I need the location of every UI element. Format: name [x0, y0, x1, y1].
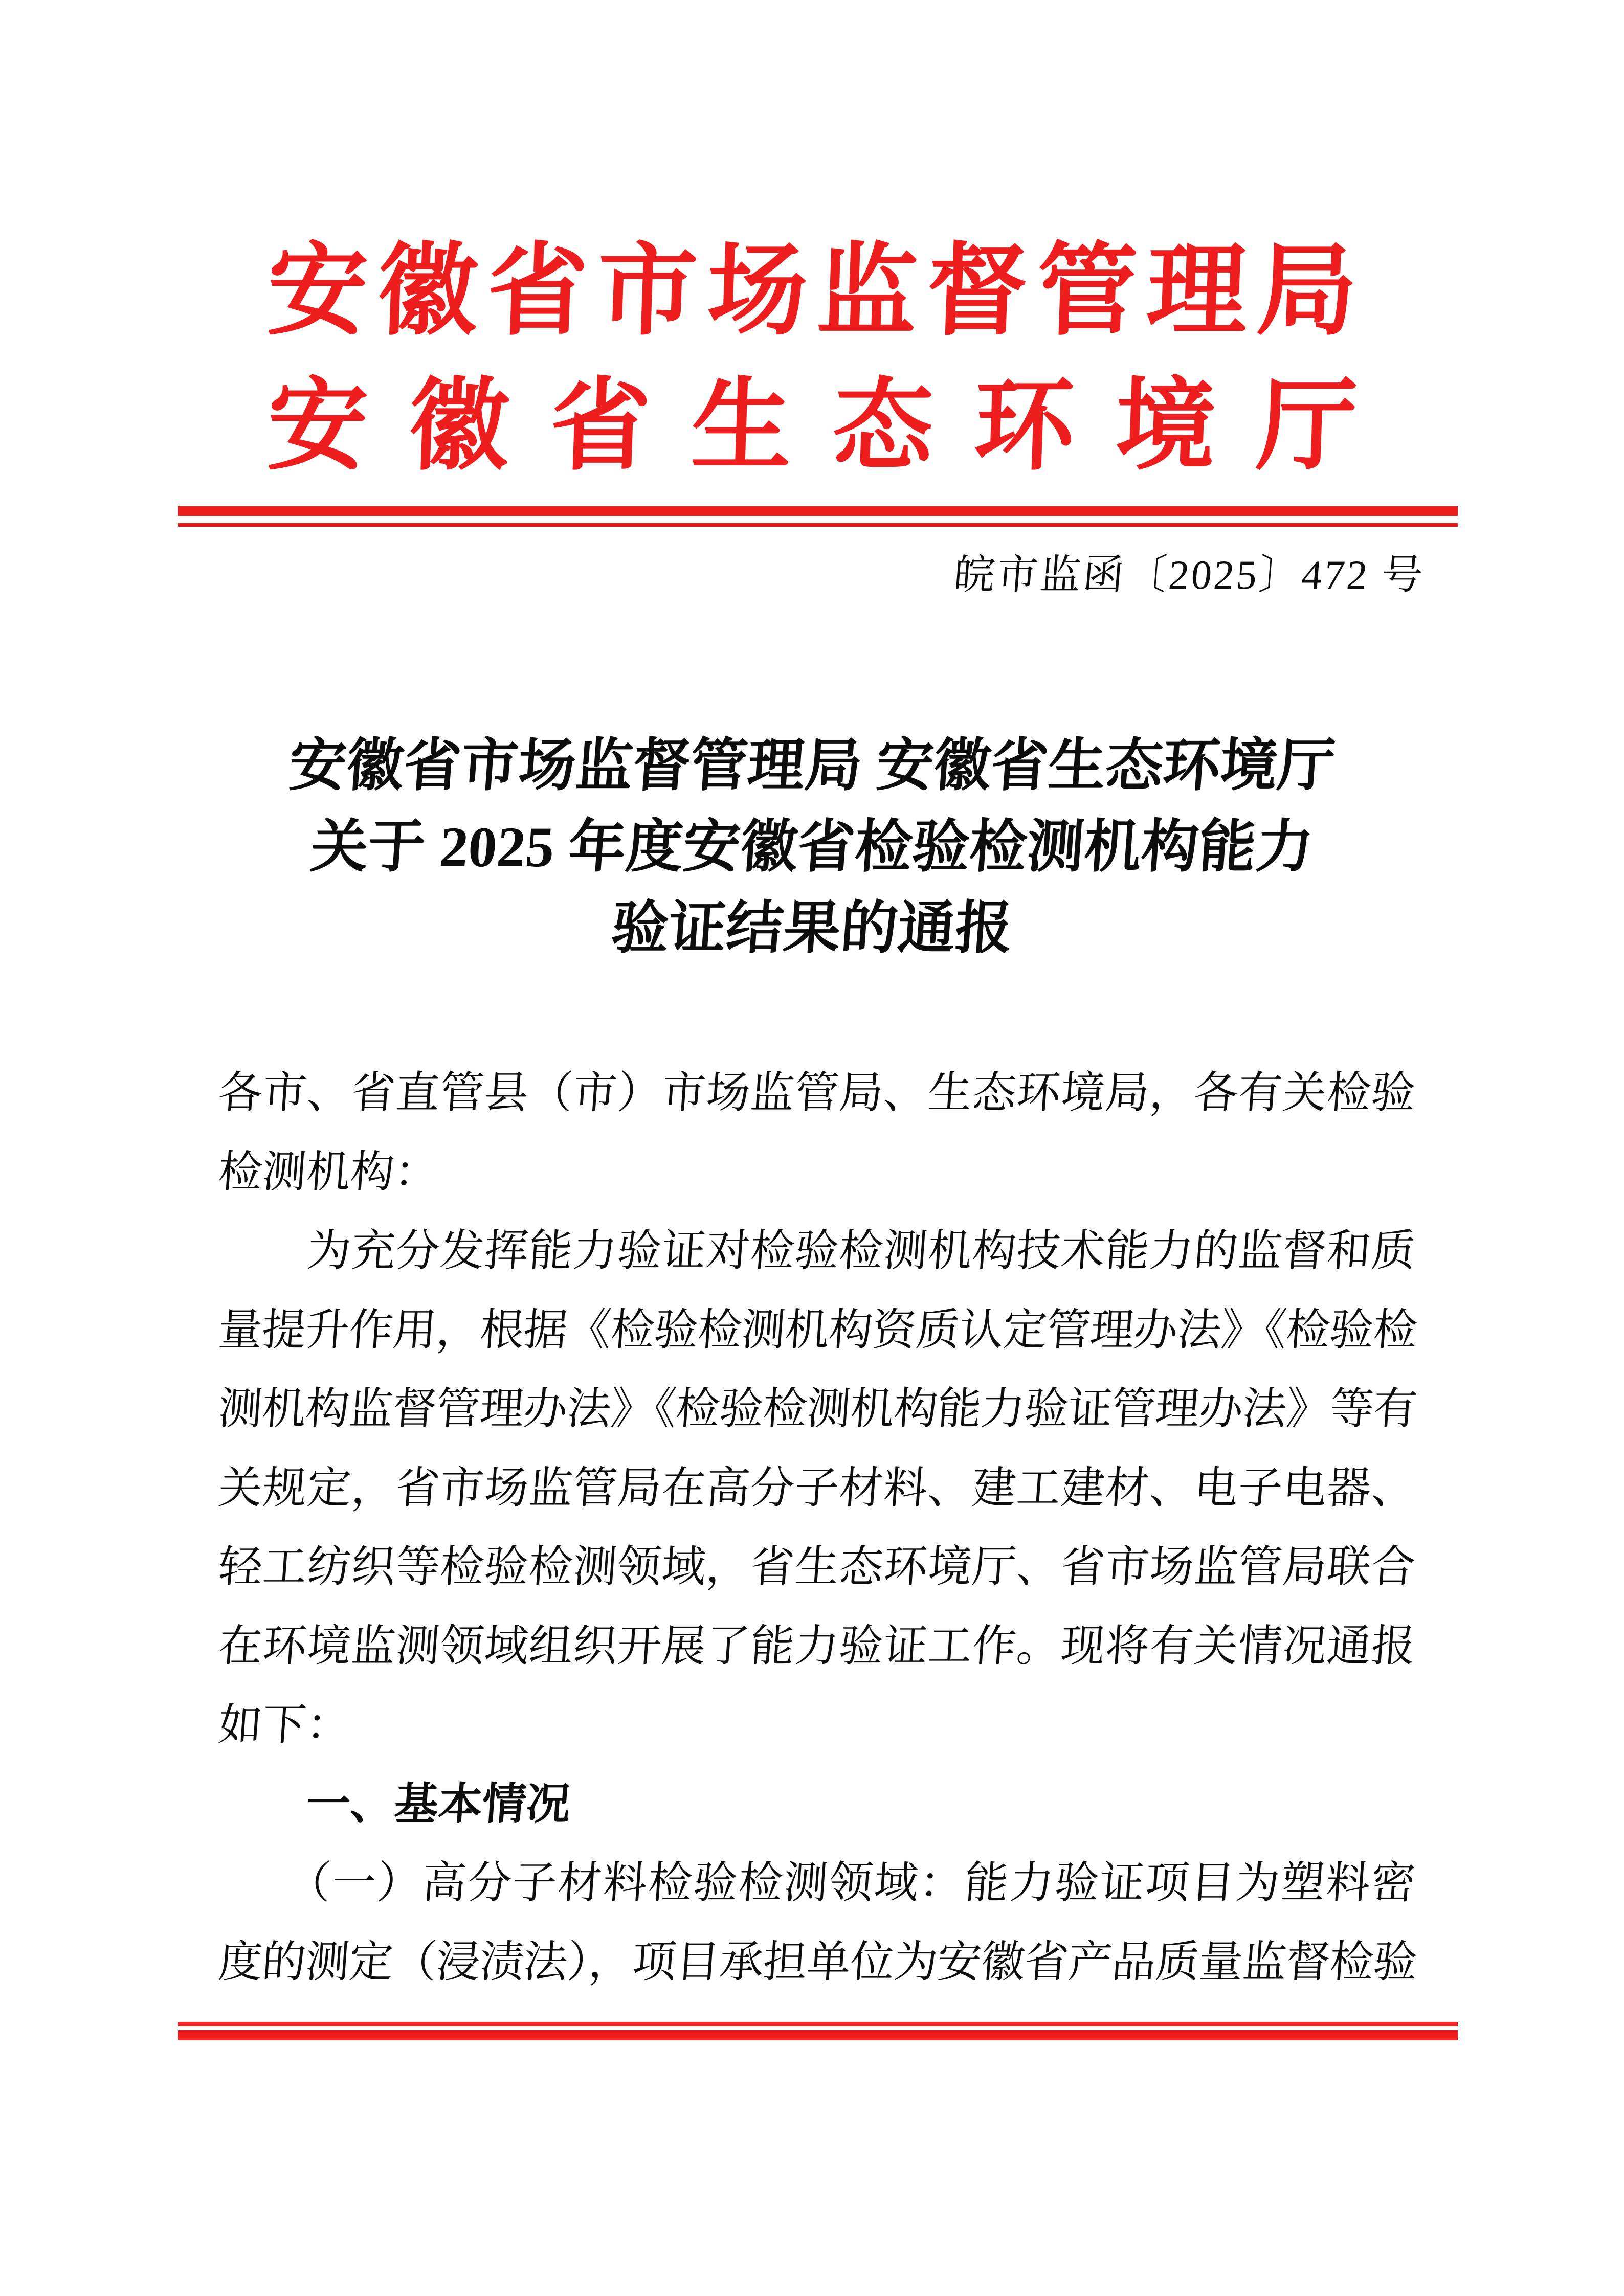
title-line-2: 关于 2025 年度安徽省检验检测机构能力	[308, 816, 1316, 879]
document-number: 皖市监函〔2025〕472 号	[952, 553, 1427, 598]
red-rule-top-thin	[178, 523, 1458, 527]
red-rule-bottom-thin	[178, 2022, 1458, 2026]
body-line: 各市、省直管县（市）市场监管局、生态环境局，各有关检验	[216, 1068, 1417, 1117]
document-title	[0, 726, 1624, 970]
body-line: 检测机构：	[216, 1147, 440, 1197]
red-rule-top-thick	[178, 506, 1458, 516]
body-line: 一、基本情况	[216, 1779, 572, 1829]
body-line: 量提升作用，根据《检验检测机构资质认定管理办法》《检验检	[216, 1305, 1417, 1355]
body-line: 为充分发挥能力验证对检验检测机构技术能力的监督和质	[216, 1226, 1417, 1275]
body-line: 在环境监测领域组织开展了能力验证工作。现将有关情况通报	[216, 1621, 1417, 1671]
red-rule-bottom-thick	[178, 2030, 1458, 2040]
document-body	[218, 1053, 1415, 2001]
letterhead-agency-line-2: 安徽省生态环境厅	[265, 371, 1359, 482]
body-line: 关规定，省市场监管局在高分子材料、建工建材、电子电器、	[216, 1463, 1417, 1513]
body-line: 度的测定（浸渍法），项目承担单位为安徽省产品质量监督检验	[216, 1937, 1417, 1987]
title-line-3: 验证结果的通报	[609, 897, 1015, 960]
body-line: 如下：	[216, 1700, 352, 1749]
body-line: （一）高分子材料检验检测领域：能力验证项目为塑料密	[216, 1858, 1417, 1907]
title-line-1: 安徽省市场监督管理局 安徽省生态环境厅	[287, 734, 1337, 798]
body-line: 测机构监督管理办法》《检验检测机构能力验证管理办法》等有	[216, 1384, 1417, 1433]
body-line: 轻工纺织等检验检测领域，省生态环境厅、省市场监管局联合	[216, 1542, 1417, 1591]
letterhead-agency-line-1: 安徽省市场监督管理局	[265, 236, 1359, 347]
